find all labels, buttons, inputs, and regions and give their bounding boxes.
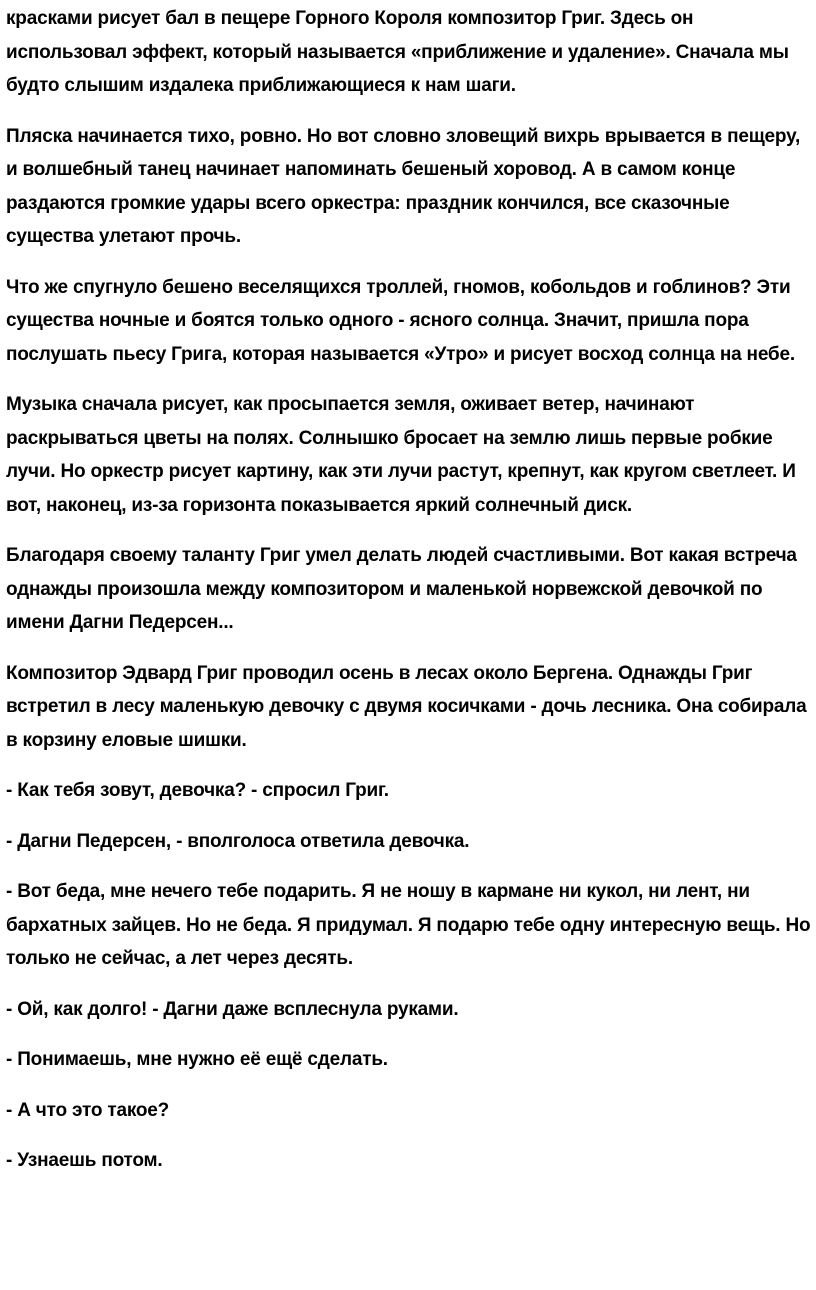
dialogue-line-3: - Вот беда, мне нечего тебе подарить. Я не ношу в кармане ни кукол, ни лент, ни бархатных зайцев. Но не беда. Я придумал. Я подарю тебе одну интересную вещь. Но только не сейчас, а лет через десять. — [6, 881, 811, 969]
dialogue-line-1: - Как тебя зовут, девочка? - спросил Григ. — [6, 780, 389, 801]
dialogue-line-7: - Узнаешь потом. — [6, 1150, 163, 1171]
paragraph-4: Музыка сначала рисует, как просыпается земля, оживает ветер, начинают раскрываться цветы на полях. Солнышко бросает на землю лишь первые робкие лучи. Но оркестр рисует картину, как эти лучи растут, крепнут, как кругом светлеет. И вот, наконец, из-за горизонта показывается яркий солнечный диск. — [6, 394, 796, 516]
dialogue-line-4: - Ой, как долго! - Дагни даже всплеснула руками. — [6, 998, 459, 1020]
paragraph-3: Что же спугнуло бешено веселящихся троллей, гномов, кобольдов и гоблинов? Эти существа ночные и боятся только одного - ясного солнца. Значит, пришла пора послушать пьесу Грига, которая называется «Утро» и рисует восход солнца на небе. — [6, 276, 795, 365]
dialogue-line-2: - Дагни Педерсен, - вполголоса ответила девочка. — [6, 830, 470, 852]
paragraph-6: Композитор Эдвард Григ проводил осень в лесах около Бергена. Однажды Григ встретил в лесу маленькую девочку с двумя косичками - дочь лесника. Она собирала в корзину еловые шишки. — [6, 662, 807, 751]
paragraph-2: Пляска начинается тихо, ровно. Но вот словно зловещий вихрь врывается в пещеру, и волшебный танец начинает напоминать бешеный хоровод. А в самом конце раздаются громкие удары всего оркестра: праздник кончился, все сказочные существа улетают прочь. — [6, 125, 801, 247]
paragraph-1: красками рисует бал в пещере Горного Короля композитор Григ. Здесь он использовал эффект, который называется «приближение и удаление». Сначала мы будто слышим издалека приближающиеся к нам шаги. — [6, 8, 789, 96]
dialogue-line-6: - А что это такое? — [6, 1099, 170, 1121]
dialogue-line-5: - Понимаешь, мне нужно её ещё сделать. — [6, 1049, 388, 1070]
paragraph-5: Благодаря своему таланту Григ умел делать людей счастливыми. Вот какая встреча однажды произошла между композитором и маленькой норвежской девочкой по имени Дагни Педерсен... — [6, 545, 797, 633]
